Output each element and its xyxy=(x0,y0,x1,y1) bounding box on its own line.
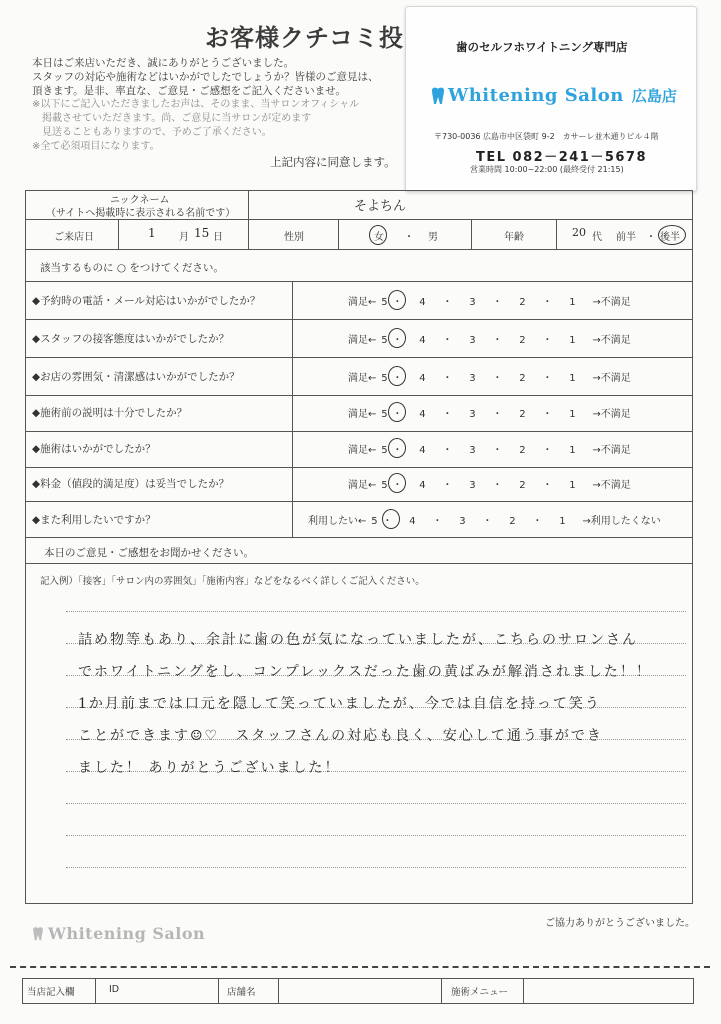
question-text: ◆料金（値段的満足度）は妥当でしたか？ xyxy=(32,478,230,490)
tooth-icon xyxy=(30,926,46,942)
nickname-label: ニックネーム xyxy=(110,195,170,206)
comment-line[interactable]: でホワイトニングをし、コンプレックスだった歯の黄ばみが解消されました！！ xyxy=(78,664,652,680)
thanks-text: ご協力ありがとうございました。 xyxy=(545,918,695,929)
age-first[interactable]: 前半 xyxy=(616,232,636,243)
rating-scale[interactable]: 満足← 5 ・ 4 ・ 3 ・ 2 ・ 1 →不満足 xyxy=(348,373,631,384)
intro-line: 頂きます。是非、率直な、ご意見・ご感想をご記入くださいませ。 xyxy=(32,85,346,97)
intro-line: 本日はご来店いただき、誠にありがとうございました。 xyxy=(32,57,295,69)
age-unit: 代 xyxy=(592,232,602,243)
visit-month[interactable]: 1 xyxy=(148,226,156,240)
staff-box xyxy=(22,978,694,1004)
instruction: 該当するものに ○ をつけてください。 xyxy=(40,262,224,274)
gender-male[interactable]: 男 xyxy=(428,232,438,243)
agree-text: 上記内容に同意します。 xyxy=(270,155,396,169)
nickname-value[interactable]: そよちん xyxy=(354,199,407,214)
rating-scale[interactable]: 満足← 5 ・ 4 ・ 3 ・ 2 ・ 1 →不満足 xyxy=(348,409,631,420)
opinion-label: 本日のご意見・ご感想をお聞かせください。 xyxy=(44,547,254,559)
logo-text: Whitening Salon xyxy=(448,85,624,106)
card-hours: 営業時間 10:00~22:00 (最終受付 21:15) xyxy=(470,165,624,174)
visit-day[interactable]: 15 xyxy=(194,226,210,240)
comment-line[interactable]: 詰め物等もあり、余計に歯の色が気になっていましたが、こちらのサロンさん xyxy=(78,632,638,648)
cut-line xyxy=(10,966,710,968)
visit-month-unit: 月 xyxy=(179,232,189,243)
rating-scale[interactable]: 満足← 5 ・ 4 ・ 3 ・ 2 ・ 1 →不満足 xyxy=(348,445,631,456)
note-line: ※全て必須項目になります。 xyxy=(32,141,160,152)
selected-circle xyxy=(388,438,406,458)
id-label: ID xyxy=(109,984,120,995)
note-line: 掲載させていただきます。尚、ご意見に当サロンが定めます xyxy=(42,113,312,124)
visit-day-unit: 日 xyxy=(213,232,223,243)
comment-line[interactable]: ました！ ありがとうございました！ xyxy=(78,760,341,776)
gender-sep: ・ xyxy=(404,232,414,243)
selected-circle xyxy=(369,225,387,245)
rating-scale[interactable]: 満足← 5 ・ 4 ・ 3 ・ 2 ・ 1 →不満足 xyxy=(348,480,631,491)
selected-circle xyxy=(388,402,406,422)
gender-label: 性別 xyxy=(284,232,304,243)
review-form xyxy=(25,190,693,904)
store-label: 店舗名 xyxy=(227,987,256,998)
logo-branch: 広島店 xyxy=(631,87,677,105)
age-label: 年齢 xyxy=(504,232,524,243)
rating-scale[interactable]: 満足← 5 ・ 4 ・ 3 ・ 2 ・ 1 →不満足 xyxy=(348,297,631,308)
question-text: ◆予約時の電話・メール対応はいかがでしたか？ xyxy=(32,295,261,307)
example-text: 記入例）「接客」「サロン内の雰囲気」「施術内容」などをなるべく詳しくご記入ください。 xyxy=(40,576,425,587)
page-title: お客様クチコミ投 xyxy=(205,24,405,52)
tooth-icon xyxy=(428,86,448,106)
age-value[interactable]: 20 xyxy=(572,226,586,239)
selected-circle xyxy=(388,328,406,348)
selected-circle xyxy=(388,473,406,493)
card-tel: TEL 082－241－5678 xyxy=(476,150,648,165)
gender-female[interactable]: 女 xyxy=(374,232,384,243)
card-tagline: 歯のセルフホワイトニング専門店 xyxy=(456,40,628,54)
staff-label: 当店記入欄 xyxy=(27,987,75,998)
intro-line: スタッフの対応や施術などはいかがでしたでしょうか？皆様のご意見は、 xyxy=(32,71,379,83)
question-text: ◆お店の雰囲気・清潔感はいかがでしたか？ xyxy=(32,371,240,383)
watermark-text: Whitening Salon xyxy=(48,924,206,943)
question-text: ◆スタッフの接客態度はいかがでしたか？ xyxy=(32,333,230,345)
business-card xyxy=(405,6,697,192)
watermark-logo xyxy=(30,924,205,943)
selected-circle xyxy=(382,509,400,529)
card-logo xyxy=(428,85,677,106)
selected-circle xyxy=(658,225,686,245)
note-line: ※以下にご記入いただきましたお声は、そのまま、当サロンオフィシャル xyxy=(32,99,360,110)
age-second[interactable]: 後半 xyxy=(660,232,680,243)
selected-circle xyxy=(388,366,406,386)
comment-line[interactable]: 1か月前までは口元を隠して笑っていましたが、今では自信を持って笑う xyxy=(78,696,601,712)
selected-circle xyxy=(388,290,406,310)
question-text: ◆施術はいかがでしたか？ xyxy=(32,443,156,455)
note-line: 見送ることもありますので、予めご了承ください。 xyxy=(42,127,272,138)
question-text: ◆また利用したいですか？ xyxy=(32,514,156,526)
comment-line[interactable]: ことができます☺♡ スタッフさんの対応も良く、安心して通う事ができ xyxy=(78,728,603,744)
question-text: ◆施術前の説明は十分でしたか？ xyxy=(32,407,188,419)
card-address: 〒730-0036 広島市中区袋町 9-2 カサーレ並木通りビル４階 xyxy=(434,132,659,141)
rating-scale[interactable]: 利用したい← 5 ・ 4 ・ 3 ・ 2 ・ 1 →利用したくない xyxy=(308,516,661,527)
nickname-sub: （サイトへ掲載時に表示される名前です） xyxy=(46,208,236,219)
visit-label: ご来店日 xyxy=(54,232,94,243)
rating-scale[interactable]: 満足← 5 ・ 4 ・ 3 ・ 2 ・ 1 →不満足 xyxy=(348,335,631,346)
menu-label: 施術メニュー xyxy=(451,987,509,998)
age-sep: ・ xyxy=(646,232,656,243)
